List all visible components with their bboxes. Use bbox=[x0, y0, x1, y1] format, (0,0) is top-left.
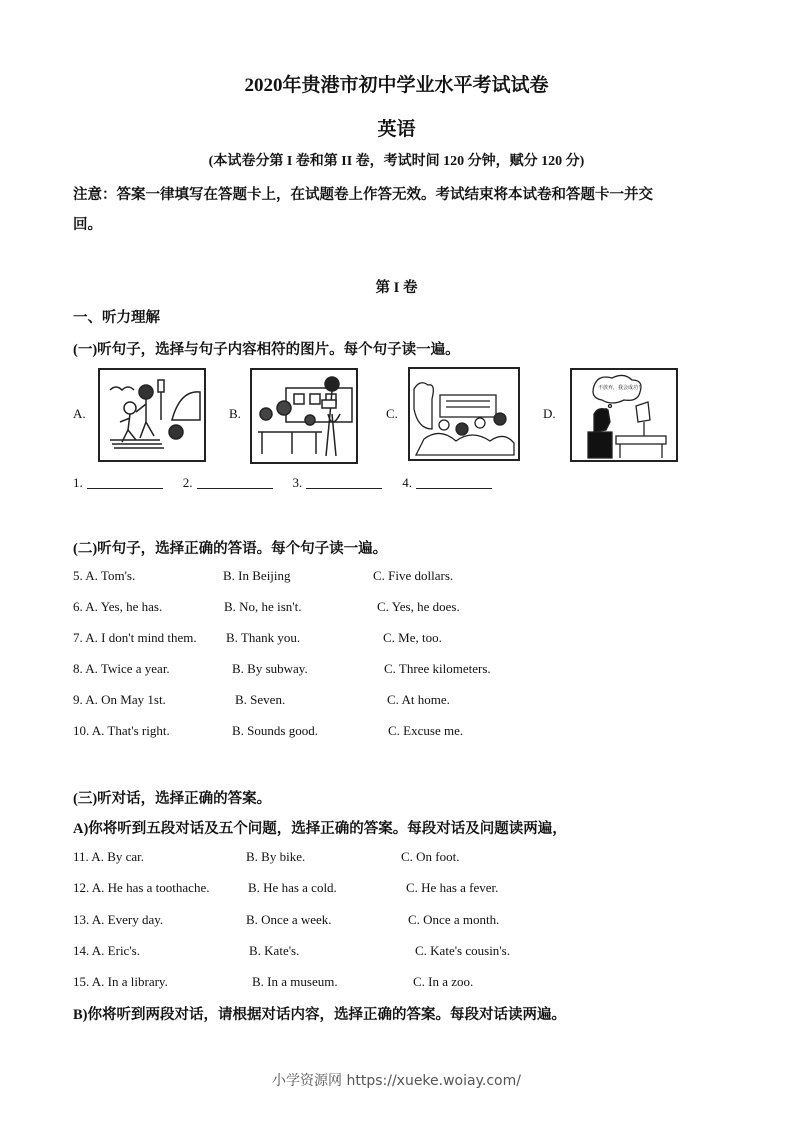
option-a: 11. A. By car. bbox=[73, 849, 145, 864]
option-b: B. By subway. bbox=[232, 661, 308, 676]
answer-blank-2[interactable] bbox=[197, 475, 273, 489]
notice-line-1: 注意：答案一律填写在答题卡上，在试题卷上作答无效。考试结束将本试卷和答题卡一并交 bbox=[73, 187, 653, 203]
option-c: C. Three kilometers. bbox=[384, 661, 491, 676]
option-b: B. Seven. bbox=[235, 692, 286, 707]
option-b: B. In Beijing bbox=[223, 568, 291, 583]
footer-watermark: 小学资源网 https://xueke.woiay.com/ bbox=[272, 1073, 521, 1089]
blank-label-3: 3. bbox=[292, 475, 303, 490]
option-a: 12. A. He has a toothache. bbox=[73, 880, 210, 895]
section1-heading: (一)听句子，选择与句子内容相符的图片。每个句子读一遍。 bbox=[73, 342, 460, 358]
option-c: C. On foot. bbox=[401, 849, 460, 864]
option-a: 6. A. Yes, he has. bbox=[73, 599, 163, 614]
answer-blank-1[interactable] bbox=[87, 475, 163, 489]
blank-label-1: 1. bbox=[73, 475, 83, 490]
option-a: 7. A. I don't mind them. bbox=[73, 630, 197, 645]
part-heading-listening: 一、听力理解 bbox=[73, 310, 160, 326]
option-b: B. Sounds good. bbox=[232, 723, 318, 738]
exam-info: (本试卷分第 I 卷和第 II 卷，考试时间 120 分钟，赋分 120 分) bbox=[208, 154, 585, 169]
school-yard-illustration-icon bbox=[408, 367, 520, 461]
option-c: C. Me, too. bbox=[383, 630, 442, 645]
option-c: C. Yes, he does. bbox=[377, 599, 460, 614]
exam-notice bbox=[73, 180, 723, 240]
classroom-illustration-icon bbox=[250, 368, 358, 464]
option-b: B. Thank you. bbox=[226, 630, 301, 645]
option-c: C. Excuse me. bbox=[388, 723, 464, 738]
option-b: B. Kate's. bbox=[249, 943, 300, 958]
picture-label-b: B. bbox=[229, 406, 241, 421]
student-studying-illustration-icon bbox=[570, 368, 678, 462]
option-c: C. Five dollars. bbox=[373, 568, 454, 583]
picture-label-c: C. bbox=[386, 406, 398, 421]
option-a: 14. A. Eric's. bbox=[73, 943, 140, 958]
option-a: 13. A. Every day. bbox=[73, 912, 164, 927]
option-a: 5. A. Tom's. bbox=[73, 568, 136, 583]
answer-blank-3[interactable] bbox=[306, 475, 382, 489]
option-c: C. He has a fever. bbox=[406, 880, 499, 895]
option-b: B. Once a week. bbox=[246, 912, 332, 927]
option-a: 9. A. On May 1st. bbox=[73, 692, 166, 707]
option-c: C. At home. bbox=[387, 692, 450, 707]
subject-title: 英语 bbox=[377, 119, 416, 140]
section2-heading: (二)听句子，选择正确的答语。每个句子读一遍。 bbox=[73, 541, 388, 557]
picture-label-d: D. bbox=[543, 406, 556, 421]
street-crossing-illustration-icon bbox=[98, 368, 206, 462]
blank-label-4: 4. bbox=[402, 475, 412, 490]
section3-heading: (三)听对话，选择正确的答案。 bbox=[73, 791, 272, 807]
option-b: B. In a museum. bbox=[252, 974, 338, 989]
option-a: 15. A. In a library. bbox=[73, 974, 168, 989]
section3-sub-b-instructions: B)你将听到两段对话，请根据对话内容，选择正确的答案。每段对话读两遍。 bbox=[73, 1007, 566, 1023]
option-a: 10. A. That's right. bbox=[73, 723, 170, 738]
section3-sub-a-instructions: A)你将听到五段对话及五个问题，选择正确的答案。每段对话及问题读两遍， bbox=[73, 821, 567, 837]
exam-title: 2020年贵港市初中学业水平考试试卷 bbox=[244, 75, 549, 96]
answer-blank-4[interactable] bbox=[416, 475, 492, 489]
option-b: B. No, he isn't. bbox=[224, 599, 302, 614]
option-c: C. In a zoo. bbox=[413, 974, 474, 989]
speech-bubble-text: 不放弃，我会成功！ bbox=[598, 385, 644, 391]
option-a: 8. A. Twice a year. bbox=[73, 661, 170, 676]
answer-blanks bbox=[73, 475, 512, 491]
option-b: B. By bike. bbox=[246, 849, 306, 864]
blank-label-2: 2. bbox=[182, 475, 193, 490]
option-c: C. Kate's cousin's. bbox=[415, 943, 510, 958]
volume-heading: 第 I 卷 bbox=[375, 280, 418, 296]
option-c: C. Once a month. bbox=[408, 912, 500, 927]
picture-label-a: A. bbox=[73, 406, 86, 421]
option-b: B. He has a cold. bbox=[248, 880, 337, 895]
notice-line-2: 回。 bbox=[73, 217, 102, 233]
